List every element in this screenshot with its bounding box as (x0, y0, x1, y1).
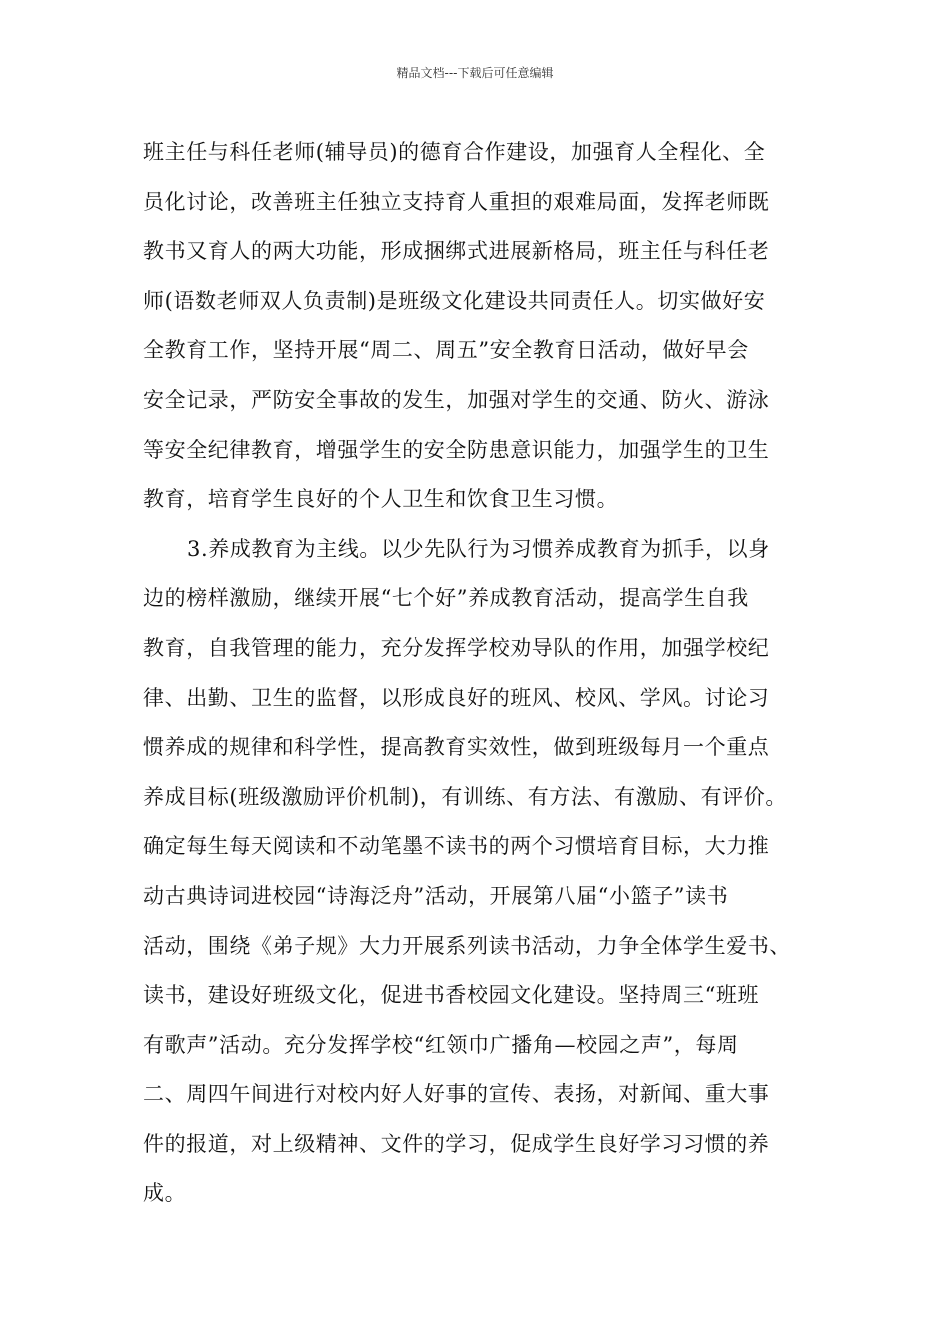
text-line: 读书，建设好班级文化，促进书香校园文化建设。坚持周三“班班 (143, 983, 760, 1008)
text-line: 员化讨论，改善班主任独立支持育人重担的艰难局面，发挥老师既 (143, 189, 770, 214)
text-line: 养成目标(班级激励评价机制)，有训练、有方法、有激励、有评价。 (143, 784, 787, 809)
text-line: 律、出勤、卫生的监督，以形成良好的班风、校风、学风。讨论习 (143, 685, 770, 710)
page-header: 精品文档---下载后可任意编辑 (396, 66, 554, 80)
text-line: 全教育工作，坚持开展“周二、周五”安全教育日活动，做好早会 (143, 338, 749, 363)
text-line: 等安全纪律教育，增强学生的安全防患意识能力，加强学生的卫生 (143, 437, 770, 462)
text-line: 动古典诗词进校园“诗海泛舟”活动，开展第八届“小篮子”读书 (143, 883, 729, 908)
text-line: 有歌声”活动。充分发挥学校“红领巾广播角—校园之声”，每周 (143, 1032, 739, 1057)
document-body (143, 128, 811, 1219)
text-line: 二、周四午间进行对校内好人好事的宣传、表扬，对新闻、重大事 (143, 1082, 770, 1107)
text-line: 教育，培育学生良好的个人卫生和饮食卫生习惯。 (143, 487, 619, 512)
text-line: 件的报道，对上级精神、文件的学习，促成学生良好学习习惯的养 (143, 1131, 770, 1156)
text-line: 班主任与科任老师(辅导员)的德育合作建设，加强育人全程化、全 (143, 140, 766, 164)
text-line: 教书又育人的两大功能，形成捆绑式进展新格局，班主任与科任老 (143, 239, 770, 264)
text-line: 边的榜样激励，继续开展“七个好”养成教育活动，提高学生自我 (143, 586, 749, 611)
text-line: 惯养成的规律和科学性，提高教育实效性，做到班级每月一个重点 (143, 735, 770, 760)
paragraph-start-line: 3.养成教育为主线。以少先队行为习惯养成教育为抓手，以身 (187, 536, 770, 561)
text-line: 确定每生每天阅读和不动笔墨不读书的两个习惯培育目标，大力推 (143, 834, 770, 859)
text-line: 成。 (143, 1181, 187, 1206)
text-line: 教育，自我管理的能力，充分发挥学校劝导队的作用，加强学校纪 (143, 635, 770, 660)
text-line: 师(语数老师双人负责制)是班级文化建设共同责任人。切实做好安 (143, 288, 766, 313)
text-line: 安全记录，严防安全事故的发生，加强对学生的交通、防火、游泳 (143, 387, 770, 412)
text-line: 活动，围绕《弟子规》大力开展系列读书活动，力争全体学生爱书、 (143, 933, 791, 958)
